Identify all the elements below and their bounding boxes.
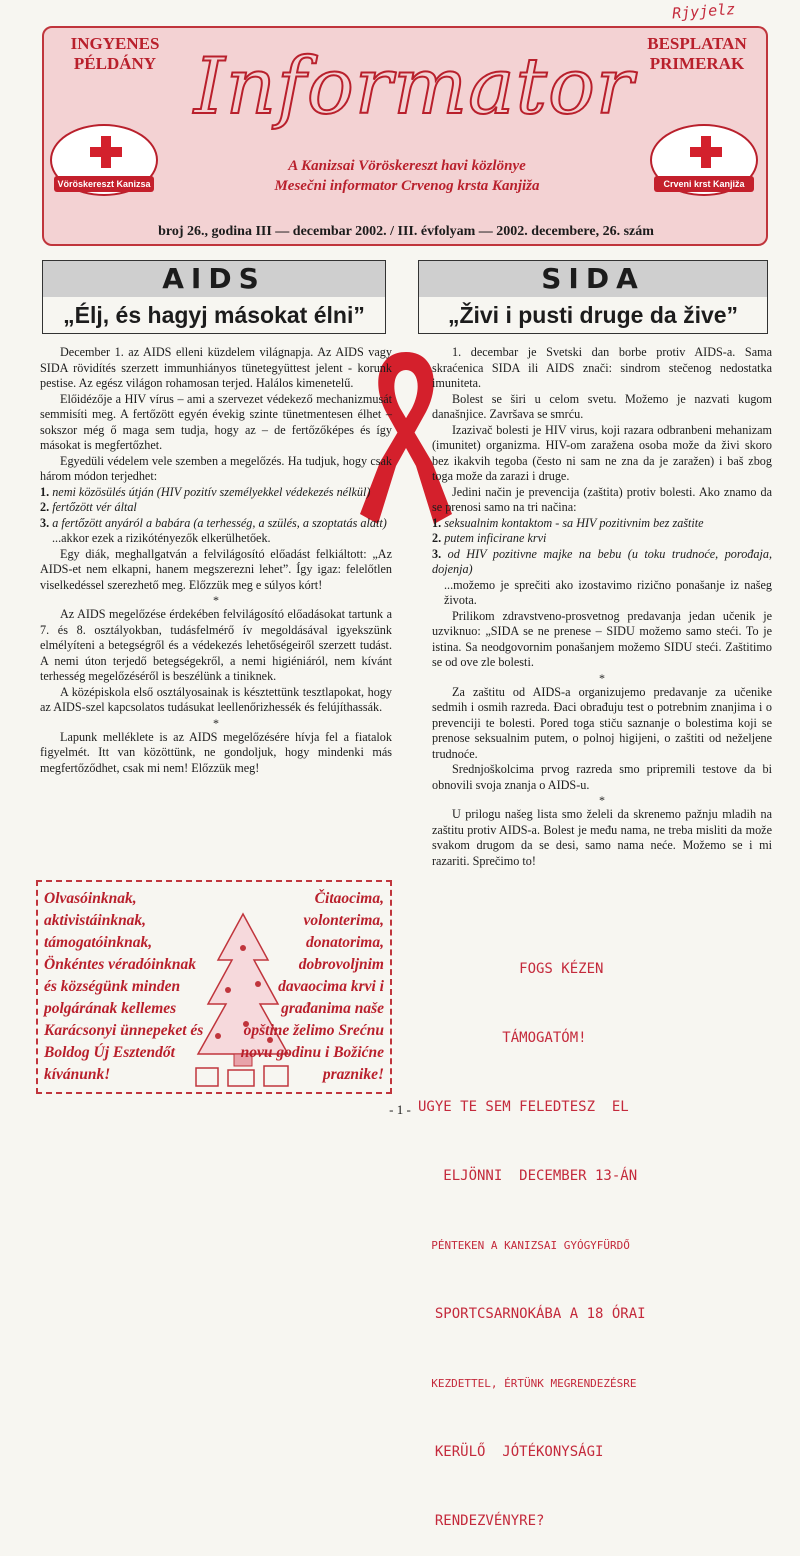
handwritten-line: TÁMOGATÓM!	[418, 1030, 587, 1046]
newsletter-title: Informator	[194, 42, 635, 132]
paragraph: A középiskola első osztályosainak is késztettünk tesztlapokat, hogy az AIDS-szel kapcsolatos tudásukat leellenőrizhessék és felújíthassák.	[40, 684, 392, 714]
badge-label: Crveni krst Kanjiža	[654, 176, 754, 192]
corner-line: PÉLDÁNY	[73, 54, 157, 73]
paragraph: Lapunk melléklete is az AIDS megelőzésére hívja fel a fiatalok figyelmét. Itt van közöttünk, ne gondoljuk, hogy mindenki más megfertőződhet, csak mi nem! Előzzük meg!	[40, 729, 392, 775]
article-body-hungarian	[40, 345, 392, 776]
separator-star: *	[213, 715, 219, 730]
handwritten-line: ELJÖNNI DECEMBER 13-ÁN	[418, 1168, 638, 1184]
greeting-hungarian: Olvasóinknak, aktivistáinknak, támogatóinknak, Önkéntes véradóinknak és községünk minden polgárának kellemes Karácsonyi ünnepeket és Boldog Új Esztendőt kívánunk!	[44, 890, 204, 1083]
corner-line: INGYENES	[70, 34, 160, 53]
list-item: 2. putem inficirane krvi	[432, 531, 547, 545]
handwritten-line: UGYE TE SEM FELEDTESZ EL	[418, 1099, 629, 1115]
paragraph: ...možemo je sprečiti ako izostavimo rizično ponašanje iz našeg života.	[444, 577, 772, 607]
handwritten-line: RENDEZVÉNYRE?	[418, 1513, 545, 1529]
list-item: 1. seksualnim kontaktom - sa HIV pozitivnim bez zaštite	[432, 515, 704, 530]
handwritten-line: FOGS KÉZEN	[418, 961, 604, 977]
article-slogan: „Živi i pusti druge da žive”	[447, 302, 739, 328]
page-number: - 1 -	[389, 1102, 411, 1117]
paragraph: Előidézője a HIV vírus – ami a szervezet védekező mechanizmusát semmisíti meg. A fertőzött egyén évekig szinte tünetmentesen élhet – sokszor még ő maga sem tudja, hogy az – de fertőzőképes és így másokat is megfertőzhet.	[40, 391, 392, 452]
paragraph: Jedini način je prevencija (zaštita) protiv bolesti. Ako znamo da se prenosi samo na tri načina:	[432, 484, 772, 514]
paragraph: Prilikom zdravstveno-prosvetnog predavanja jedan učenik je uzviknuo: „SIDA se ne prenese – SIDU možemo samo steći. To je istina. Sa neodgovornim ponašanjem možemo SIDU steći. Zaštitimo se od ove zle bolesti.	[432, 608, 772, 669]
masthead	[42, 26, 768, 246]
article-body-serbian	[432, 345, 772, 869]
article-header-aids	[42, 260, 386, 334]
handwritten-line: KERÜLŐ JÓTÉKONYSÁGI	[418, 1444, 604, 1460]
separator-star: *	[213, 593, 219, 607]
holiday-greeting-box	[36, 880, 392, 1094]
list-item: 2. fertőzött vér által	[40, 500, 137, 514]
paragraph: ...akkor ezek a rizikótényezők elkerülhetőek.	[52, 531, 271, 545]
subtitle-serbian: Mesečni informator Crvenog krsta Kanjiža	[274, 178, 540, 194]
red-cross-logo-right	[650, 124, 758, 196]
subtitle-hungarian: A Kanizsai Vöröskereszt havi közlönye	[288, 158, 526, 174]
paragraph: December 1. az AIDS elleni küzdelem világnapja. Az AIDS vagy SIDA rövidítés szerzett immunhiányos tünetegyüttest jelent - korunk pestise. Az egész világon rohamosan terjed. Halálos kimenetelű.	[40, 345, 392, 390]
handwritten-line: PÉNTEKEN A KANIZSAI GYÓGYFÜRDŐ	[418, 1239, 630, 1252]
list-item: 3. a fertőzött anyáról a babára (a terhesség, a szülés, a szoptatás alatt)	[40, 515, 387, 530]
list-item: 1. nemi közösülés útján (HIV pozitív személyekkel védekezés nélkül)	[40, 484, 371, 499]
badge-label: Vöröskereszt Kanizsa	[54, 176, 154, 192]
handwritten-annotation-top: Rjyjelz	[671, 0, 736, 23]
paragraph: Az AIDS megelőzése érdekében felvilágosító előadásokat tartunk a 7. és 8. osztályokban, tudásfelmérő ív megoldásával igyekszünk elmélyíteni a betegségről és a védekezés lehetőségeiről szerzett tudást. A nemi úton terjedő betegségekről, a nemi higiéniáról, nem kívánt terhesség megelőzéséről is beszélünk a tiniknek.	[40, 607, 392, 683]
free-copy-label-sr	[632, 34, 762, 74]
handwritten-line: SPORTCSARNOKÁBA A 18 ÓRAI	[418, 1306, 646, 1322]
red-cross-icon	[90, 136, 122, 168]
paragraph: 1. decembar je Svetski dan borbe protiv AIDS-a. Sama skraćenica SIDA ili AIDS znači: sindrom stečenog nedostatka imuniteta.	[432, 345, 772, 390]
paragraph: U prilogu našeg lista smo želeli da skrenemo pažnju mladih na zaštitu protiv AIDS-a. Bolest je među nama, ne treba misliti da može svakom drugom da se desi, samo nama neće. Možemo se i mi razariti. Sprečimo to!	[432, 807, 772, 868]
handwritten-line: KEZDETTEL, ÉRTÜNK MEGRENDEZÉSRE	[418, 1377, 637, 1390]
separator-star: *	[599, 793, 605, 807]
handwritten-note	[418, 912, 788, 1529]
article-header-sida	[418, 260, 768, 334]
article-heading: SIDA	[419, 261, 767, 297]
paragraph: Srednjoškolcima prvog razreda smo pripremili testove da bi obnovili svoja znanja o AIDS-u.	[432, 762, 772, 792]
paragraph: Egyedüli védelem vele szemben a megelőzés. Ha tudjuk, hogy csak három módon terjedhet:	[40, 453, 392, 483]
article-slogan: „Élj, és hagyj másokat élni”	[63, 302, 365, 328]
issue-line: broj 26., godina III — decembar 2002. / III. évfolyam — 2002. decembere, 26. szám	[158, 224, 654, 239]
separator-star: *	[599, 670, 605, 685]
red-cross-logo-left	[50, 124, 158, 196]
corner-line: PRIMERAK	[649, 54, 745, 73]
paragraph: Bolest se širi u celom svetu. Možemo je nazvati kugom današnjice. Završava se smrću.	[432, 391, 772, 421]
paragraph: Egy diák, meghallgatván a felvilágosító előadást felkiáltott: „Az AIDS-et nem elkapni, hanem megszerezni lehet”. Így igaz: felelőtlen viselkedéssel szerezhető meg. Előzzük meg e súlyos kórt!	[40, 546, 392, 592]
list-item: 3. od HIV pozitivne majke na bebu (u toku trudnoće, porođaja, dojenja)	[432, 546, 772, 576]
paragraph: Izazivač bolesti je HIV virus, koji razara odbranbeni mehanizam (imunitet) organizma. HIV-om zaražena osoba može da živi skoro bez ikakvih tegoba (često ni sam ne zna da je zaražen) i baš zbog toga može da zarazi i druge.	[432, 422, 772, 483]
red-cross-icon	[690, 136, 722, 168]
greeting-serbian: Čitaocima, volonterima, donatorima, dobrovoljnim davaocima krvi i građanima naše opštine želimo Srećnu novu godinu i Božićne praznike!	[240, 890, 384, 1083]
corner-line: BESPLATAN	[647, 34, 747, 53]
article-heading: AIDS	[43, 261, 385, 297]
free-copy-label-hu	[50, 34, 180, 74]
paragraph: Za zaštitu od AIDS-a organizujemo predavanje za učenike sedmih i osmih razreda. Đaci obrađuju test o potrebnim znanjima i o prevenciji te bolesti. Pored toga stiču saznanje o bolestima koji se prenose seksualnim putem, o polnoj higijeni, o zaštiti od neželjene trudnoće.	[432, 684, 772, 761]
